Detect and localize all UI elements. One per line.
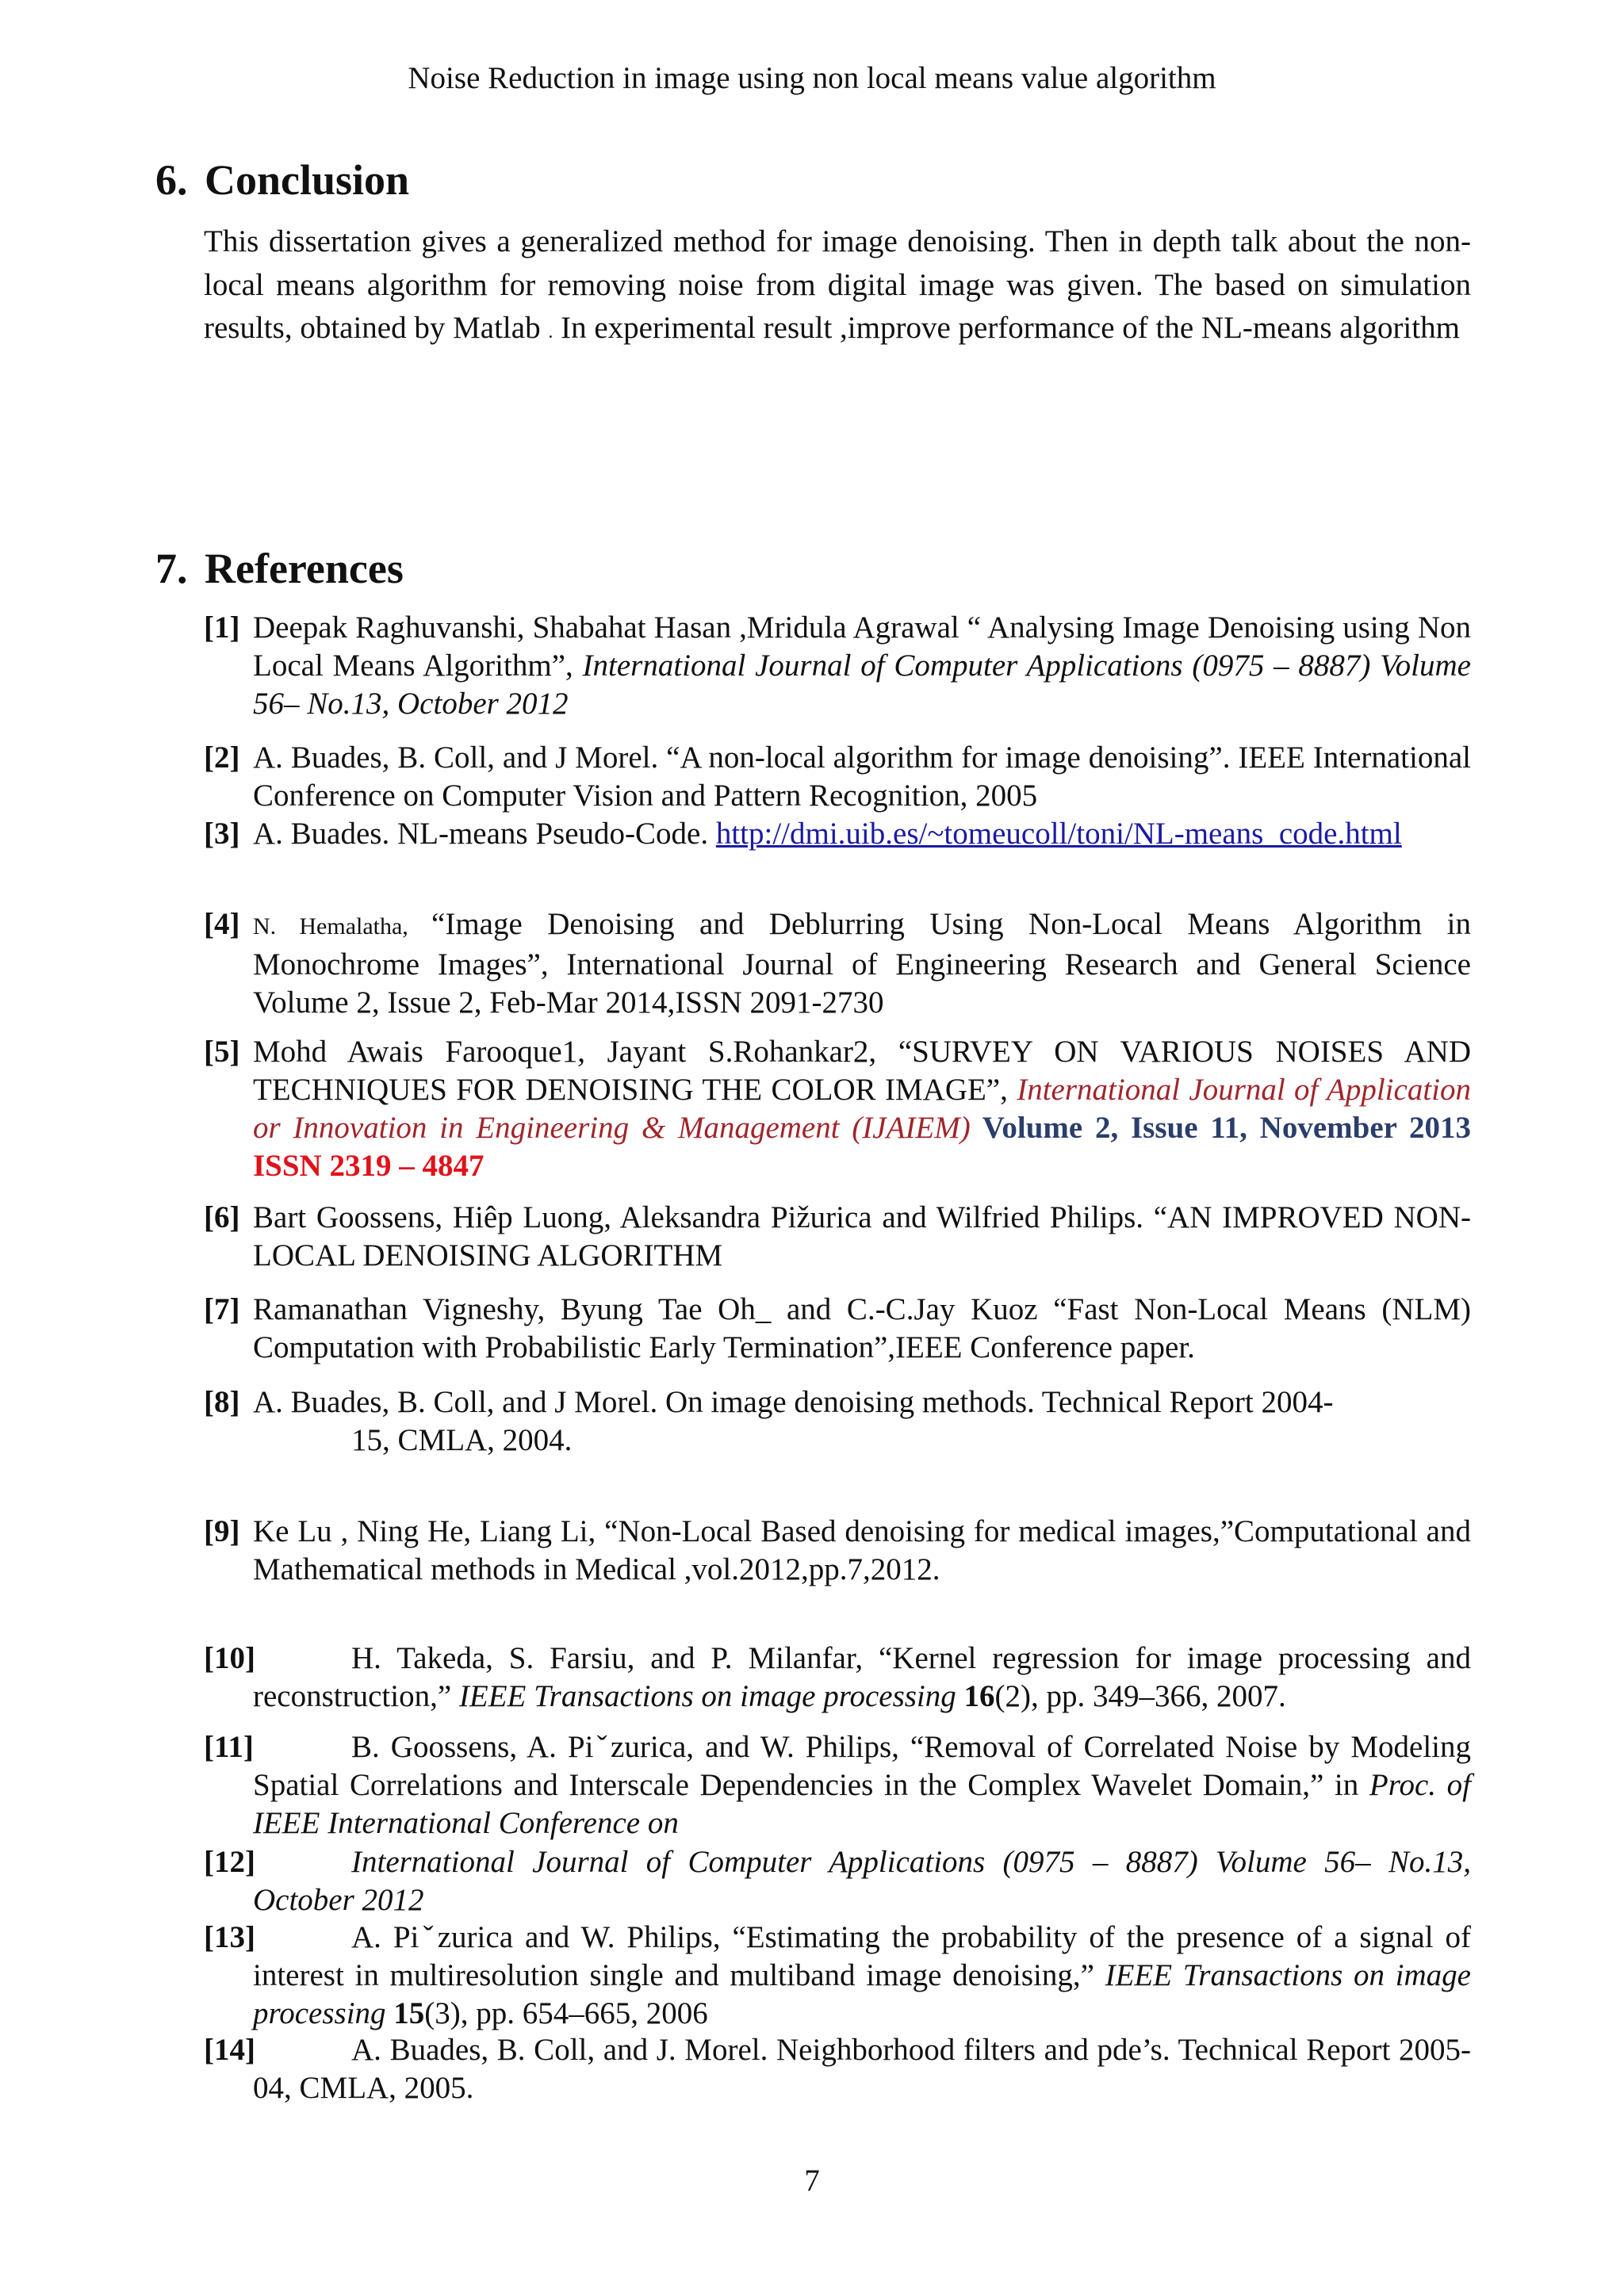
reference-label: [9] bbox=[204, 1514, 240, 1548]
section-title: Conclusion bbox=[205, 156, 410, 204]
reference-text: A. Buades, B. Coll, and J Morel. “A non-local algorithm for image denoising”. IEEE International Conference on Computer Vision and Pattern Recognition, 2005 bbox=[253, 740, 1471, 813]
reference-4 bbox=[204, 905, 1471, 1022]
reference-text: B. Goossens, A. Piˇzurica, and W. Philips, “Removal of Correlated Noise by Modeling Spatial Correlations and Interscale Dependencies in the Complex Wavelet Domain,” in Proc. of IEEE International Conference on bbox=[253, 1730, 1471, 1840]
section-heading-references bbox=[155, 544, 404, 593]
reference-label: [8] bbox=[204, 1385, 240, 1419]
reference-6 bbox=[204, 1199, 1471, 1275]
reference-text: A. Piˇzurica and W. Philips, “Estimating the probability of the presence of a signal of interest in multiresolution single and multiband image denoising,” IEEE Transactions on image processing 15(3), pp. 654–665, 2006 bbox=[253, 1920, 1471, 2030]
reference-12 bbox=[204, 1843, 1471, 1919]
reference-label: [13] bbox=[204, 1920, 255, 1954]
reference-text: A. Buades. NL-means Pseudo-Code. http://dmi.uib.es/~tomeucoll/toni/NL-means_code.html bbox=[253, 817, 1402, 851]
reference-label: [3] bbox=[204, 817, 240, 851]
reference-13 bbox=[204, 1919, 1471, 2033]
reference-label: [2] bbox=[204, 740, 240, 775]
reference-5 bbox=[204, 1033, 1471, 1185]
reference-text: A. Buades, B. Coll, and J Morel. On image denoising methods. Technical Report 2004- 15, CMLA, 2004. bbox=[253, 1385, 1334, 1457]
reference-9 bbox=[204, 1513, 1471, 1589]
reference-label: [12] bbox=[204, 1845, 255, 1879]
reference-label: [11] bbox=[204, 1730, 254, 1764]
page-number: 7 bbox=[804, 2164, 820, 2198]
running-head: Noise Reduction in image using non local means value algorithm bbox=[408, 61, 1216, 95]
conclusion-paragraph bbox=[204, 220, 1471, 354]
section-heading-conclusion bbox=[155, 155, 409, 205]
reference-label: [1] bbox=[204, 610, 240, 645]
reference-7 bbox=[204, 1291, 1471, 1367]
reference-text: N. Hemalatha, “Image Denoising and Deblurring Using Non-Local Means Algorithm in Monochrome Images”, International Journal of Engineering Research and General Science Volume 2, Issue 2, Feb-Mar 2014,ISSN 2091-2730 bbox=[253, 907, 1471, 1020]
conclusion-text-tail: In experimental result ,improve performance of the NL-means algorithm bbox=[553, 311, 1460, 345]
reference-text: Ke Lu , Ning He, Liang Li, “Non-Local Based denoising for medical images,”Computational and Mathematical methods in Medical ,vol.2012,pp.7,2012. bbox=[253, 1514, 1471, 1586]
reference-3 bbox=[204, 815, 1471, 853]
reference-label: [4] bbox=[204, 907, 240, 941]
conclusion-text: This dissertation gives a generalized method for image denoising. Then in depth talk about the non-local means algorithm for removing noise from digital image was given. The based on simulation results, obtained by Matlab bbox=[204, 224, 1471, 345]
reference-link[interactable]: http://dmi.uib.es/~tomeucoll/toni/NL-means_code.html bbox=[715, 817, 1402, 851]
section-number: 6. bbox=[155, 156, 188, 204]
section-number: 7. bbox=[155, 545, 188, 592]
reference-10 bbox=[204, 1640, 1471, 1716]
reference-2 bbox=[204, 739, 1471, 815]
reference-label: [10] bbox=[204, 1641, 255, 1675]
reference-label: [7] bbox=[204, 1292, 240, 1326]
reference-14 bbox=[204, 2031, 1471, 2107]
section-title: References bbox=[205, 545, 404, 592]
reference-text: Ramanathan Vigneshy, Byung Tae Oh_ and C.-C.Jay Kuoz “Fast Non-Local Means (NLM) Computation with Probabilistic Early Termination”,IEEE Conference paper. bbox=[253, 1292, 1471, 1364]
reference-1 bbox=[204, 609, 1471, 723]
reference-11 bbox=[204, 1728, 1471, 1843]
conclusion-small-dot: . bbox=[548, 322, 553, 342]
reference-text: Mohd Awais Farooque1, Jayant S.Rohankar2, “SURVEY ON VARIOUS NOISES AND TECHNIQUES FOR DENOISING THE COLOR IMAGE”, International Journal of Application or Innovation in Engineering & Management (IJAIEM) Volume 2, Issue 11, November 2013 ISSN 2319 – 4847 bbox=[253, 1035, 1472, 1183]
reference-text: Deepak Raghuvanshi, Shabahat Hasan ,Mridula Agrawal “ Analysing Image Denoising using Non Local Means Algorithm”, International Journal of Computer Applications (0975 – 8887) Volume 56– No.13, October 2012 bbox=[253, 610, 1471, 721]
reference-text: Bart Goossens, Hiêp Luong, Aleksandra Pižurica and Wilfried Philips. “AN IMPROVED NON-LOCAL DENOISING ALGORITHM bbox=[253, 1200, 1471, 1272]
reference-8 bbox=[204, 1383, 1471, 1460]
reference-label: [14] bbox=[204, 2033, 255, 2067]
reference-text: H. Takeda, S. Farsiu, and P. Milanfar, “Kernel regression for image processing and reconstruction,” IEEE Transactions on image processing 16(2), pp. 349–366, 2007. bbox=[253, 1641, 1471, 1713]
reference-text: International Journal of Computer Applications (0975 – 8887) Volume 56– No.13, October 2012 bbox=[253, 1845, 1471, 1917]
reference-text: A. Buades, B. Coll, and J. Morel. Neighborhood filters and pde’s. Technical Report 2005-04, CMLA, 2005. bbox=[253, 2033, 1471, 2105]
reference-label: [6] bbox=[204, 1200, 240, 1234]
reference-label: [5] bbox=[204, 1035, 240, 1069]
